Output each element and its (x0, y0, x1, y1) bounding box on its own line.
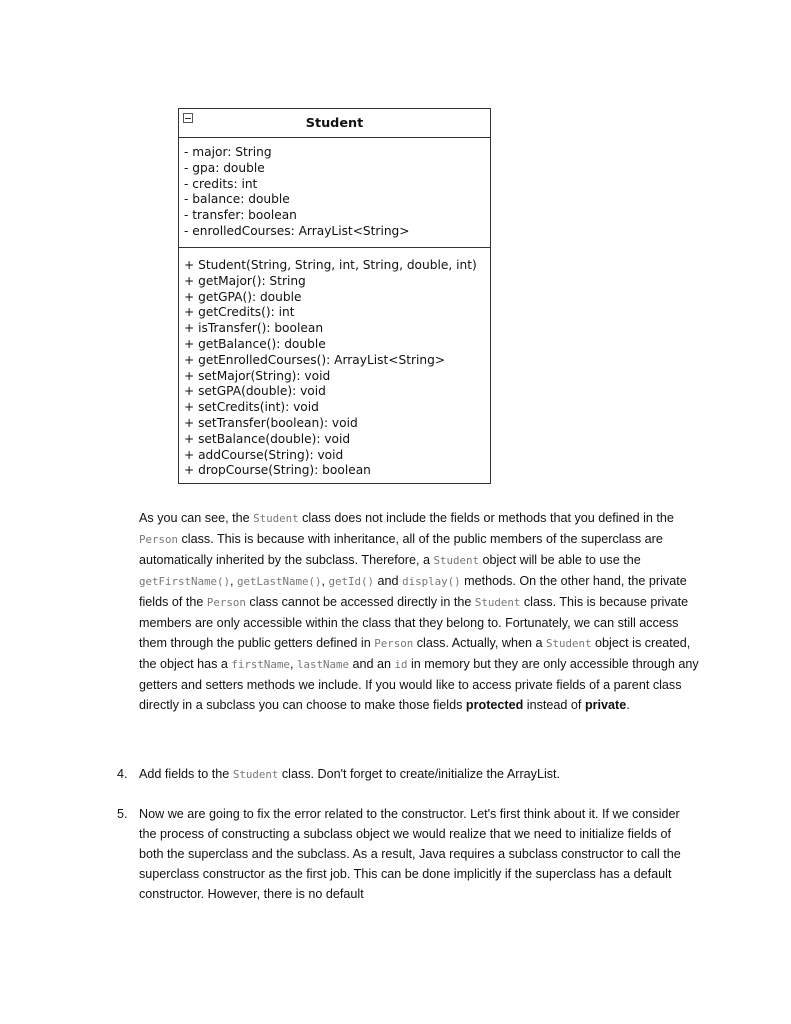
inline-code: Student (546, 637, 592, 650)
inline-code: firstName (231, 658, 290, 671)
text-run: , (321, 574, 329, 588)
text-run: As you can see, the (139, 511, 254, 525)
inline-code: Person (374, 637, 414, 650)
inline-code: Person (139, 533, 179, 546)
uml-method: + getGPA(): double (184, 289, 302, 304)
uml-class-name: Student (305, 116, 364, 131)
uml-methods-section (179, 248, 490, 483)
uml-method: + getEnrolledCourses(): ArrayList<String> (184, 352, 446, 367)
text-run: , (230, 574, 238, 588)
uml-field: - major: String (184, 145, 272, 159)
text-run: Now we are going to fix the error related to the constructor. Let's first think about it. If we consider the process of constructing a subclass object we would realize that we need to initialize fields of both the superclass and the subclass. As a result, Java requires a subclass constructor to call the superclass constructor as the first job. This can be done implicitly if the superclass has a default constructor. However, there is no default (139, 807, 681, 901)
text-run: object will be able to use the (479, 553, 641, 567)
uml-method: + getMajor(): String (184, 273, 306, 288)
text-run: . (626, 698, 630, 712)
explanation-paragraph (139, 508, 699, 715)
text-run: class. Don't forget to create/initialize the ArrayList. (278, 767, 561, 781)
inline-code: lastName (296, 658, 349, 671)
list-number: 4. (117, 767, 128, 781)
uml-field: - enrolledCourses: ArrayList<String> (184, 223, 410, 238)
text-run: Add fields to the (139, 767, 233, 781)
uml-method: + isTransfer(): boolean (184, 321, 324, 336)
text-run: in memory but they are only accessible through any getters and setters methods we include. If you would like to access private fields of a parent class directly in a subclass you can choose to make those fields (139, 657, 699, 712)
text-run: class. This is because private members are only accessible within the class that they belong to. Fortunately, we can still access them through the public getters defined in (139, 595, 689, 650)
uml-method: + getCredits(): int (184, 305, 295, 320)
text-run: object is created, the object has a (139, 636, 691, 671)
text-run: class cannot be accessed directly in the (245, 595, 475, 609)
uml-method: + setCredits(int): void (184, 400, 319, 415)
uml-class-header (179, 109, 490, 138)
uml-method: + Student(String, String, int, String, double, int) (184, 258, 477, 272)
uml-field: - gpa: double (184, 160, 265, 175)
bold-text: protected (465, 698, 524, 712)
text-run: methods. On the other hand, the private fields of the (139, 574, 687, 609)
text-run: class. Actually, when a (413, 636, 547, 650)
uml-field: - balance: double (184, 192, 290, 207)
list-text (139, 804, 699, 904)
list-number: 5. (117, 807, 128, 821)
text-run: instead of (523, 698, 585, 712)
uml-field: - transfer: boolean (184, 208, 297, 223)
inline-code: Student (232, 768, 279, 781)
inline-code: display() (402, 575, 461, 588)
inline-code: getLastName() (237, 575, 322, 588)
inline-code: Person (206, 596, 246, 609)
inline-code: getFirstName() (139, 575, 231, 588)
text-run: and (374, 574, 403, 588)
text-run: , (289, 657, 297, 671)
inline-code: Student (253, 512, 299, 525)
inline-code: Student (433, 554, 479, 567)
text-run: and an (348, 657, 395, 671)
uml-method: + getBalance(): double (184, 336, 326, 351)
text-run: class does not include the fields or methods that you defined in the (298, 511, 674, 525)
uml-method: + setGPA(double): void (184, 384, 326, 399)
inline-code: getId() (328, 575, 375, 588)
uml-class-diagram (178, 108, 491, 484)
uml-method: + setTransfer(boolean): void (184, 415, 358, 430)
uml-method: + setMajor(String): void (184, 368, 331, 383)
uml-field: - credits: int (184, 176, 258, 191)
bold-text: private (584, 698, 627, 712)
uml-fields-section (179, 138, 490, 248)
uml-method: + dropCourse(String): boolean (184, 463, 371, 478)
inline-code: id (394, 658, 408, 671)
list-text (139, 764, 699, 785)
text-run: class. This is because with inheritance, all of the public members of the superclass are automatically inherited by the subclass. Therefore, a (139, 532, 663, 567)
uml-method: + setBalance(double): void (184, 431, 351, 446)
uml-method: + addCourse(String): void (184, 447, 344, 462)
inline-code: Student (474, 596, 521, 609)
